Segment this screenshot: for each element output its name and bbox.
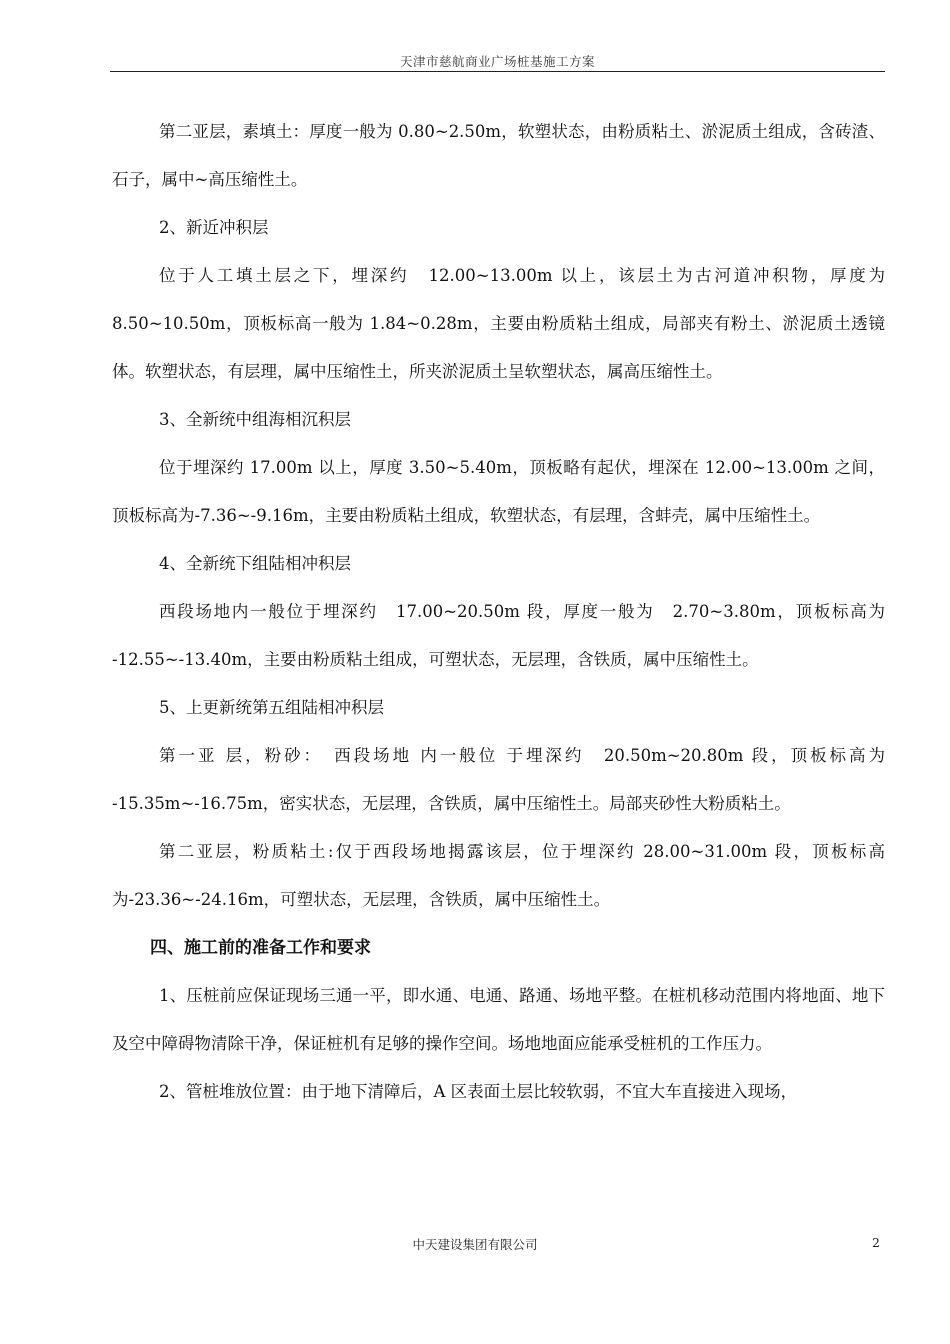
section-title-alluvial: 2、新近冲积层 [159, 218, 269, 237]
section-title-marine: 3、全新统中组海相沉积层 [159, 410, 351, 429]
section-heading-preparation: 四、施工前的准备工作和要求 [150, 938, 371, 958]
document-body [112, 108, 885, 1116]
section-title-upper-pleistocene: 5、上更新统第五组陆相冲积层 [159, 698, 384, 717]
paragraph-preparation-1: 1、压桩前应保证现场三通一平，即水通、电通、路通、场地平整。在桩机移动范围内将地面、地下及空中障碍物清除干净，保证桩机有足够的操作空间。场地地面应能承受桩机的工作压力。 [112, 986, 885, 1053]
page-number: 2 [872, 1235, 880, 1250]
paragraph-sublayer-2-fill: 第二亚层，素填土：厚度一般为 0.80~2.50m，软塑状态，由粉质粘土、淤泥质土组成，含砖渣、石子，属中~高压缩性土。 [112, 122, 885, 189]
paragraph-preparation-2: 2、管桩堆放位置：由于地下清障后，A 区表面土层比较软弱，不宜大车直接进入现场， [159, 1082, 798, 1101]
section-title-continental-lower: 4、全新统下组陆相冲积层 [159, 554, 351, 573]
paragraph-marine: 位于埋深约 17.00m 以上，厚度 3.50~5.40m，顶板略有起伏，埋深在 12.00~13.00m 之间，顶板标高为-7.36~-9.16m，主要由粉质粘土组成，软塑状态，有层理，含蚌壳，属中压缩性土。 [112, 458, 885, 525]
paragraph-sublayer-2-silty-clay: 第二亚层，粉质粘土:仅于西段场地揭露该层，位于埋深约 28.00~31.00m 段，顶板标高为-23.36~-24.16m，可塑状态，无层理，含铁质，属中压缩性土。 [112, 842, 885, 909]
page-header: 天津市慈航商业广场桩基施工方案 [399, 54, 595, 69]
paragraph-continental-lower: 西段场地内一般位于埋深约 17.00~20.50m 段，厚度一般为 2.70~3.80m，顶板标高为 -12.55~-13.40m，主要由粉质粘土组成，可塑状态，无层理，含铁质，属中压缩性土。 [112, 602, 885, 669]
footer-company: 中天建设集团有限公司 [412, 1237, 538, 1252]
paragraph-alluvial: 位于人工填土层之下，埋深约 12.00~13.00m 以上，该层土为古河道冲积物，厚度为 8.50~10.50m，顶板标高一般为 1.84~0.28m，主要由粉质粘土组成，局部夹有粉土、淤泥质土透镜体。软塑状态，有层理，属中压缩性土，所夹淤泥质土呈软塑状态，属高压缩性土。 [112, 266, 885, 381]
paragraph-sublayer-1-silt-sand: 第一亚 层，粉砂： 西段场地 内一般位 于埋深约 20.50m~20.80m 段，顶板标高为 -15.35m~-16.75m，密实状态，无层理，含铁质，属中压缩性土。局部夹砂性大粉质粘土。 [112, 746, 885, 813]
header-divider [110, 71, 885, 72]
